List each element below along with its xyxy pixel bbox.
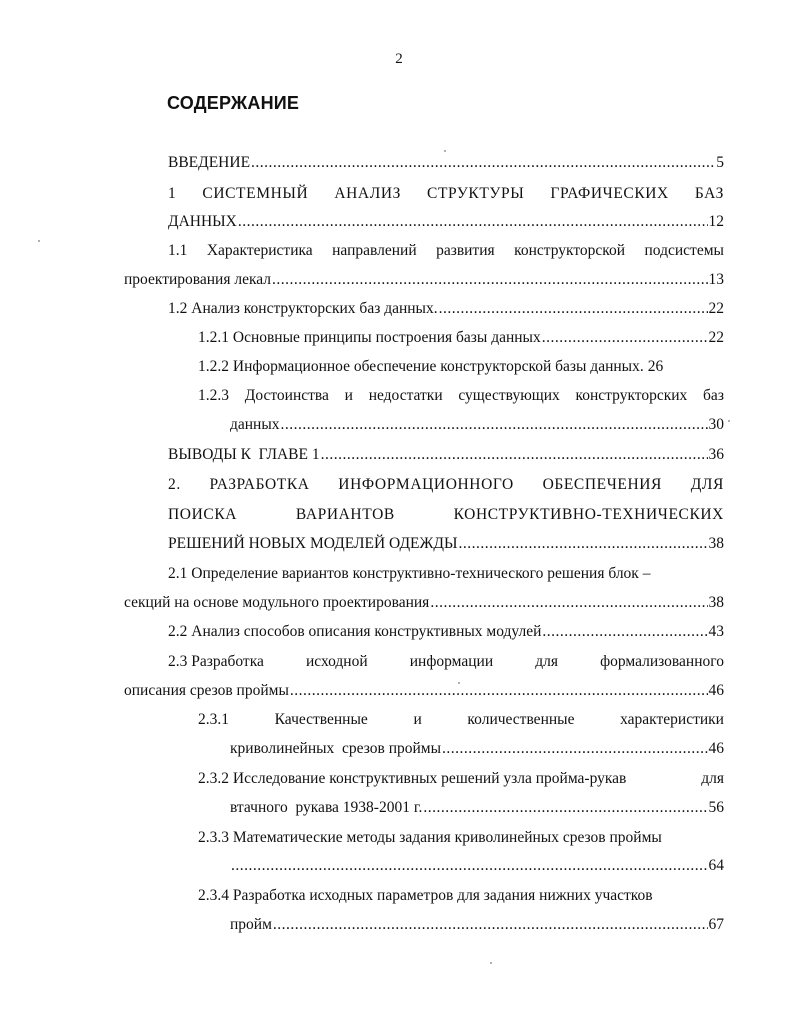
leader-dots bbox=[231, 855, 708, 877]
toc-entry-2-3-1-line2[interactable] bbox=[230, 738, 724, 760]
toc-page-number: 64 bbox=[708, 857, 724, 874]
toc-word: 1.1 bbox=[168, 242, 188, 259]
toc-page-number: 26 bbox=[647, 358, 664, 375]
toc-word: 1.2.3 bbox=[198, 387, 229, 404]
toc-entry-1-2-3-line2[interactable] bbox=[230, 414, 724, 436]
toc-word: информации bbox=[409, 653, 494, 670]
leader-dots bbox=[442, 738, 707, 760]
toc-word: 2.3 Разработка bbox=[168, 653, 264, 670]
toc-entry-text: ВВЕДЕНИЕ bbox=[168, 154, 251, 171]
toc-entry-2-1-line2[interactable] bbox=[124, 592, 724, 614]
leader-dots bbox=[459, 533, 708, 555]
leader-dots bbox=[272, 269, 707, 291]
toc-page-number: 22 bbox=[708, 300, 724, 317]
toc-entry-text: пройм bbox=[230, 916, 272, 933]
toc-word: СТРУКТУРЫ bbox=[427, 185, 525, 202]
scan-speck bbox=[490, 962, 492, 964]
toc-entry-2-1-line1[interactable] bbox=[168, 563, 724, 585]
scan-speck bbox=[444, 150, 446, 152]
leader-dots bbox=[542, 621, 707, 643]
toc-word: Качественные bbox=[274, 711, 368, 728]
toc-page-number: 5 bbox=[716, 154, 724, 171]
toc-page-number: 38 bbox=[708, 594, 724, 611]
scan-speck bbox=[728, 420, 730, 422]
toc-word: для bbox=[535, 653, 558, 670]
leader-dots bbox=[251, 152, 715, 174]
toc-entry-text: втачного рукава 1938-2001 г. bbox=[230, 799, 423, 816]
toc-entry-2-3-4-line2[interactable] bbox=[230, 914, 724, 936]
toc-word: направлений bbox=[332, 242, 417, 259]
toc-entry-1-2-1[interactable] bbox=[198, 327, 724, 349]
toc-entry-chapter-2-line2[interactable] bbox=[168, 504, 724, 526]
toc-word: развития bbox=[436, 242, 495, 259]
toc-word: и bbox=[344, 387, 353, 404]
scan-speck bbox=[38, 240, 40, 242]
toc-entry-2-2[interactable] bbox=[168, 621, 724, 643]
toc-word: и bbox=[413, 711, 422, 728]
toc-word: 2.3.2 Исследование конструктивных решений узла пройма-рукав bbox=[198, 770, 627, 787]
toc-page-number: 46 bbox=[708, 682, 724, 699]
page-number: 2 bbox=[395, 51, 403, 67]
toc-entry-text: 2.2 Анализ способов описания конструктивных модулей bbox=[168, 623, 542, 640]
toc-word: 2.3.1 bbox=[198, 711, 229, 728]
leader-dots bbox=[290, 680, 708, 702]
toc-entry-1-2-3-line1[interactable] bbox=[198, 385, 724, 407]
toc-word: ДЛЯ bbox=[690, 476, 724, 493]
toc-entry-1-1-line2[interactable] bbox=[124, 269, 724, 291]
toc-page-number: 13 bbox=[708, 271, 724, 288]
scan-speck bbox=[458, 682, 460, 684]
toc-entry-text: 2.3.4 Разработка исходных параметров для задания нижних участков bbox=[198, 887, 653, 904]
toc-word: подсистемы bbox=[644, 242, 724, 259]
toc-entry-text: РЕШЕНИЙ НОВЫХ МОДЕЛЕЙ ОДЕЖДЫ bbox=[168, 535, 458, 552]
toc-word: ПОИСКА bbox=[168, 506, 238, 523]
toc-word: исходной bbox=[305, 653, 368, 670]
toc-entry-text: 1.2.2 Информационное обеспечение конструкторской базы данных. bbox=[198, 358, 644, 375]
toc-entry-text: 2.1 Определение вариантов конструктивно-технического решения блок – bbox=[168, 565, 651, 582]
toc-entry-2-3-2-line2[interactable] bbox=[230, 797, 724, 819]
toc-word: конструкторской bbox=[514, 242, 626, 259]
toc-page-number: 43 bbox=[708, 623, 724, 640]
toc-word: СИСТЕМНЫЙ bbox=[202, 185, 309, 202]
toc-entry-2-3-3-line1[interactable] bbox=[198, 827, 724, 849]
toc-word: РАЗРАБОТКА bbox=[209, 476, 310, 493]
page-title: СОДЕРЖАНИЕ bbox=[167, 93, 300, 113]
toc-page-number: 38 bbox=[708, 535, 724, 552]
toc-entry-2-3-line1[interactable] bbox=[168, 651, 724, 673]
toc-entry-1-2-2[interactable] bbox=[198, 356, 724, 378]
toc-entry-conclusions-1[interactable] bbox=[168, 444, 724, 466]
leader-dots bbox=[430, 592, 707, 614]
leader-dots bbox=[542, 327, 708, 349]
toc-page-number: 22 bbox=[708, 329, 724, 346]
leader-dots bbox=[273, 914, 708, 936]
toc-word: для bbox=[701, 770, 724, 787]
toc-word: формализованного bbox=[600, 653, 724, 670]
toc-word: баз bbox=[703, 387, 724, 404]
toc-entry-text: криволинейных срезов проймы bbox=[230, 740, 442, 757]
leader-dots bbox=[321, 444, 708, 466]
toc-page-number: 36 bbox=[708, 446, 724, 463]
toc-word: конструкторских bbox=[575, 387, 688, 404]
toc-page-number: 46 bbox=[708, 740, 724, 757]
toc-entry-1-2[interactable] bbox=[168, 298, 724, 320]
toc-word: ГРАФИЧЕСКИХ bbox=[550, 185, 669, 202]
toc-entry-2-3-3-line2[interactable] bbox=[230, 855, 724, 877]
toc-word: ОБЕСПЕЧЕНИЯ bbox=[542, 476, 662, 493]
leader-dots bbox=[439, 298, 708, 320]
toc-entry-text: 1.2.1 Основные принципы построения базы данных bbox=[198, 329, 541, 346]
toc-word: АНАЛИЗ bbox=[334, 185, 401, 202]
toc-entry-text: описания срезов проймы bbox=[124, 682, 289, 699]
toc-entry-1-1-line1[interactable] bbox=[168, 240, 724, 262]
toc-entry-2-3-line2[interactable] bbox=[124, 680, 724, 702]
toc-word: 2. bbox=[168, 476, 181, 493]
toc-word: Достоинства bbox=[244, 387, 329, 404]
toc-entry-text: ВЫВОДЫ К ГЛАВЕ 1 bbox=[168, 446, 320, 463]
toc-entry-text: 2.3.3 Математические методы задания криволинейных срезов проймы bbox=[198, 829, 662, 846]
toc-word: 1 bbox=[168, 185, 177, 202]
leader-dots bbox=[281, 414, 708, 436]
toc-entry-text: 1.2 Анализ конструкторских баз данных. bbox=[168, 300, 438, 317]
toc-word: ИНФОРМАЦИОННОГО bbox=[338, 476, 514, 493]
toc-page-number: 67 bbox=[708, 916, 724, 933]
leader-dots bbox=[238, 211, 708, 233]
toc-page-number: 30 bbox=[708, 416, 724, 433]
toc-entry-text: проектирования лекал bbox=[124, 271, 272, 288]
toc-word: БАЗ bbox=[694, 185, 724, 202]
toc-entry-2-3-4-line1[interactable] bbox=[198, 885, 724, 907]
toc-entry-introduction[interactable] bbox=[168, 152, 724, 174]
leader-dots bbox=[423, 797, 707, 819]
toc-entry-chapter-1-line2[interactable] bbox=[168, 211, 724, 233]
toc-word: характеристики bbox=[620, 711, 724, 728]
toc-word: ВАРИАНТОВ bbox=[295, 506, 395, 523]
toc-page-number: 56 bbox=[708, 799, 724, 816]
toc-word: Характеристика bbox=[206, 242, 313, 259]
toc-entry-text: секций на основе модульного проектирования bbox=[124, 594, 430, 611]
toc-entry-chapter-1-line1[interactable] bbox=[168, 183, 724, 205]
toc-entry-text: данных bbox=[230, 416, 280, 433]
toc-word: КОНСТРУКТИВНО-ТЕХНИЧЕСКИХ bbox=[453, 506, 724, 523]
toc-word: недостатки bbox=[368, 387, 443, 404]
toc-page-number: 12 bbox=[708, 213, 724, 230]
toc-word: количественные bbox=[467, 711, 575, 728]
toc-word: существующих bbox=[458, 387, 560, 404]
toc-entry-2-3-1-line1[interactable] bbox=[198, 709, 724, 731]
toc-entry-chapter-2-line3[interactable] bbox=[168, 533, 724, 555]
toc-entry-chapter-2-line1[interactable] bbox=[168, 474, 724, 496]
toc-entry-2-3-2-line1[interactable] bbox=[198, 768, 724, 790]
toc-entry-text: ДАННЫХ bbox=[168, 213, 237, 230]
